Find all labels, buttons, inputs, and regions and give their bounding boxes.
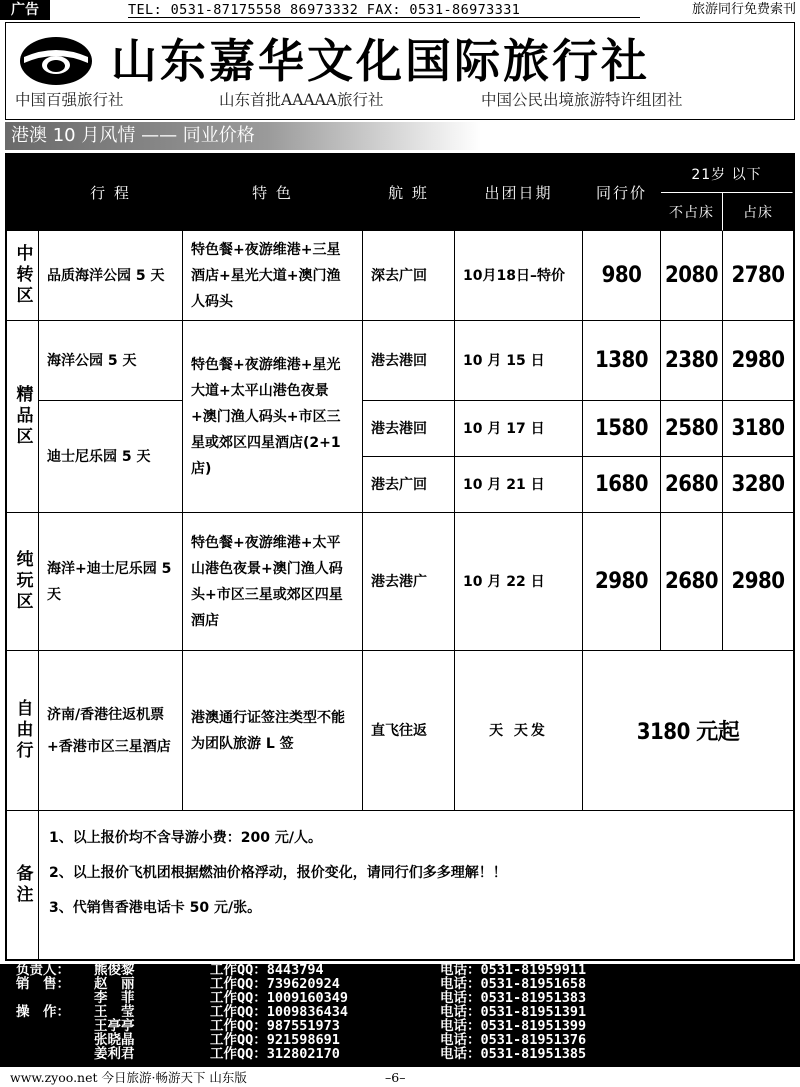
slogan-3: 中国公民出境旅游特许组团社	[481, 91, 683, 109]
row6-flight: 直飞往返	[363, 651, 455, 811]
region-free-label: 自由行	[12, 699, 33, 762]
row1-features: 特色餐+夜游维港+三星酒店+星光大道+澳门渔人码头	[183, 231, 363, 321]
row3-price: 1580	[583, 401, 661, 457]
row3-date: 10 月 17 日	[455, 401, 583, 457]
region-free	[7, 651, 39, 811]
staff-tel: 电话：0531-81951376	[440, 1032, 587, 1048]
staff-qq: 工作QQ：8443794	[210, 962, 324, 978]
staff-qq: 工作QQ：1009160349	[210, 990, 349, 1006]
remark-2: 2、以上报价飞机团根据燃油价格浮动，报价变化，请同行们多多理解！！	[49, 865, 507, 881]
region-premium-label: 精品区	[12, 385, 33, 448]
free-magazine-label: 旅游同行免费索刊	[691, 2, 796, 17]
region-transfer-label: 中转区	[12, 244, 33, 307]
staff-role: 操 作：	[16, 1004, 70, 1020]
row4-with-bed: 3280	[723, 457, 793, 513]
staff-qq: 工作QQ：921598691	[210, 1032, 340, 1048]
staff-name: 赵 丽	[94, 976, 135, 992]
contact-underline	[128, 17, 640, 18]
staff-tel: 电话：0531-81951399	[440, 1018, 587, 1034]
remark-3: 3、代销售香港电话卡 50 元/张。	[49, 900, 262, 916]
staff-role: 销 售：	[16, 976, 70, 992]
staff-tel: 电话：0531-81951383	[440, 990, 587, 1006]
row1-flight: 深去广回	[363, 231, 455, 321]
slogan-1: 中国百强旅行社	[15, 91, 124, 109]
staff-name: 李 菲	[94, 990, 135, 1006]
slogan-line	[11, 89, 791, 111]
row3-with-bed: 3180	[723, 401, 793, 457]
contact-line: TEL: 0531-87175558 86973332 FAX: 0531-86973331	[128, 2, 521, 18]
company-name: 山东嘉华文化国际旅行社	[111, 34, 650, 88]
top-ad-bar	[0, 0, 800, 20]
row5-date: 10 月 22 日	[455, 513, 583, 651]
staff-contacts	[0, 964, 800, 1067]
row1-date: 10月18日–特价	[455, 231, 583, 321]
row2-price: 1380	[583, 321, 661, 401]
staff-tel: 电话：0531-81951385	[440, 1046, 587, 1062]
staff-name: 张晓晶	[94, 1032, 135, 1048]
staff-qq: 工作QQ：987551973	[210, 1018, 340, 1034]
page-footer	[0, 1068, 800, 1087]
header-with-bed: 占床	[723, 193, 793, 231]
row2-flight: 港去港回	[363, 321, 455, 401]
page-number: –6–	[385, 1070, 406, 1085]
row6-features: 港澳通行证签注类型不能为团队旅游 L 签	[183, 651, 363, 811]
staff-name: 熊俊黎	[94, 962, 135, 978]
staff-qq: 工作QQ：739620924	[210, 976, 340, 992]
row2-with-bed: 2980	[723, 321, 793, 401]
row5-features: 特色餐+夜游维港+太平山港色夜景+澳门渔人码头+市区三星或郊区四星酒店	[183, 513, 363, 651]
premium-features: 特色餐+夜游维港+星光大道+太平山港色夜景+澳门渔人码头+市区三星或郊区四星酒店(2+1 店)	[183, 321, 363, 513]
company-logo-icon	[18, 35, 94, 87]
footer-site: www.zyoo.net 今日旅游·畅游天下 山东版	[10, 1070, 247, 1085]
row3-itinerary: 迪士尼乐园 5 天	[39, 401, 183, 513]
row1-with-bed: 2780	[723, 231, 793, 321]
header-flight: 航 班	[363, 155, 455, 231]
remark-1: 1、以上报价均不含导游小费：200 元/人。	[49, 830, 322, 846]
region-remarks	[7, 811, 39, 959]
region-pure-label: 纯玩区	[12, 550, 33, 613]
region-remarks-label: 备注	[12, 864, 33, 906]
row2-date: 10 月 15 日	[455, 321, 583, 401]
staff-tel: 电话：0531-81951391	[440, 1004, 587, 1020]
row2-no-bed: 2380	[661, 321, 723, 401]
row6-itinerary: 济南/香港往返机票+香港市区三星酒店	[39, 651, 183, 811]
staff-role: 负责人：	[16, 962, 70, 978]
row5-flight: 港去港广	[363, 513, 455, 651]
slogan-2: 山东首批AAAAA旅行社	[219, 91, 384, 109]
staff-tel: 电话：0531-81959911	[440, 962, 587, 978]
staff-name: 王亭亭	[94, 1018, 135, 1034]
row2-itinerary: 海洋公园 5 天	[39, 321, 183, 401]
region-premium	[7, 321, 39, 513]
row3-flight: 港去港回	[363, 401, 455, 457]
row5-no-bed: 2680	[661, 513, 723, 651]
row5-itinerary: 海洋+迪士尼乐园 5 天	[39, 513, 183, 651]
row5-with-bed: 2980	[723, 513, 793, 651]
row4-date: 10 月 21 日	[455, 457, 583, 513]
region-pure	[7, 513, 39, 651]
row6-date: 天 天发	[455, 651, 583, 811]
company-header	[5, 22, 795, 120]
row4-flight: 港去广回	[363, 457, 455, 513]
section-title: 港澳 10 月风情 —— 同业价格	[5, 122, 481, 150]
row1-itinerary: 品质海洋公园 5 天	[39, 231, 183, 321]
header-no-bed: 不占床	[661, 193, 723, 231]
header-under-21: 21岁 以下	[661, 155, 793, 193]
row4-price: 1680	[583, 457, 661, 513]
row1-price: 980	[583, 231, 661, 321]
row3-no-bed: 2580	[661, 401, 723, 457]
staff-qq: 工作QQ：1009836434	[210, 1004, 349, 1020]
remarks-block	[39, 811, 793, 959]
price-table	[5, 153, 795, 961]
header-dates: 出团日期	[455, 155, 583, 231]
header-features: 特 色	[183, 155, 363, 231]
header-trade-price: 同行价	[583, 155, 661, 231]
staff-tel: 电话：0531-81951658	[440, 976, 587, 992]
header-blank	[7, 155, 39, 231]
staff-name: 王 莹	[94, 1004, 135, 1020]
row6-price: 3180 元起	[583, 651, 793, 811]
header-itinerary: 行 程	[39, 155, 183, 231]
region-transfer	[7, 231, 39, 321]
staff-name: 姜利君	[94, 1046, 135, 1062]
staff-qq: 工作QQ：312802170	[210, 1046, 340, 1062]
ad-tag: 广告	[0, 0, 50, 20]
row5-price: 2980	[583, 513, 661, 651]
row1-no-bed: 2080	[661, 231, 723, 321]
staff-row	[0, 1048, 800, 1061]
row4-no-bed: 2680	[661, 457, 723, 513]
